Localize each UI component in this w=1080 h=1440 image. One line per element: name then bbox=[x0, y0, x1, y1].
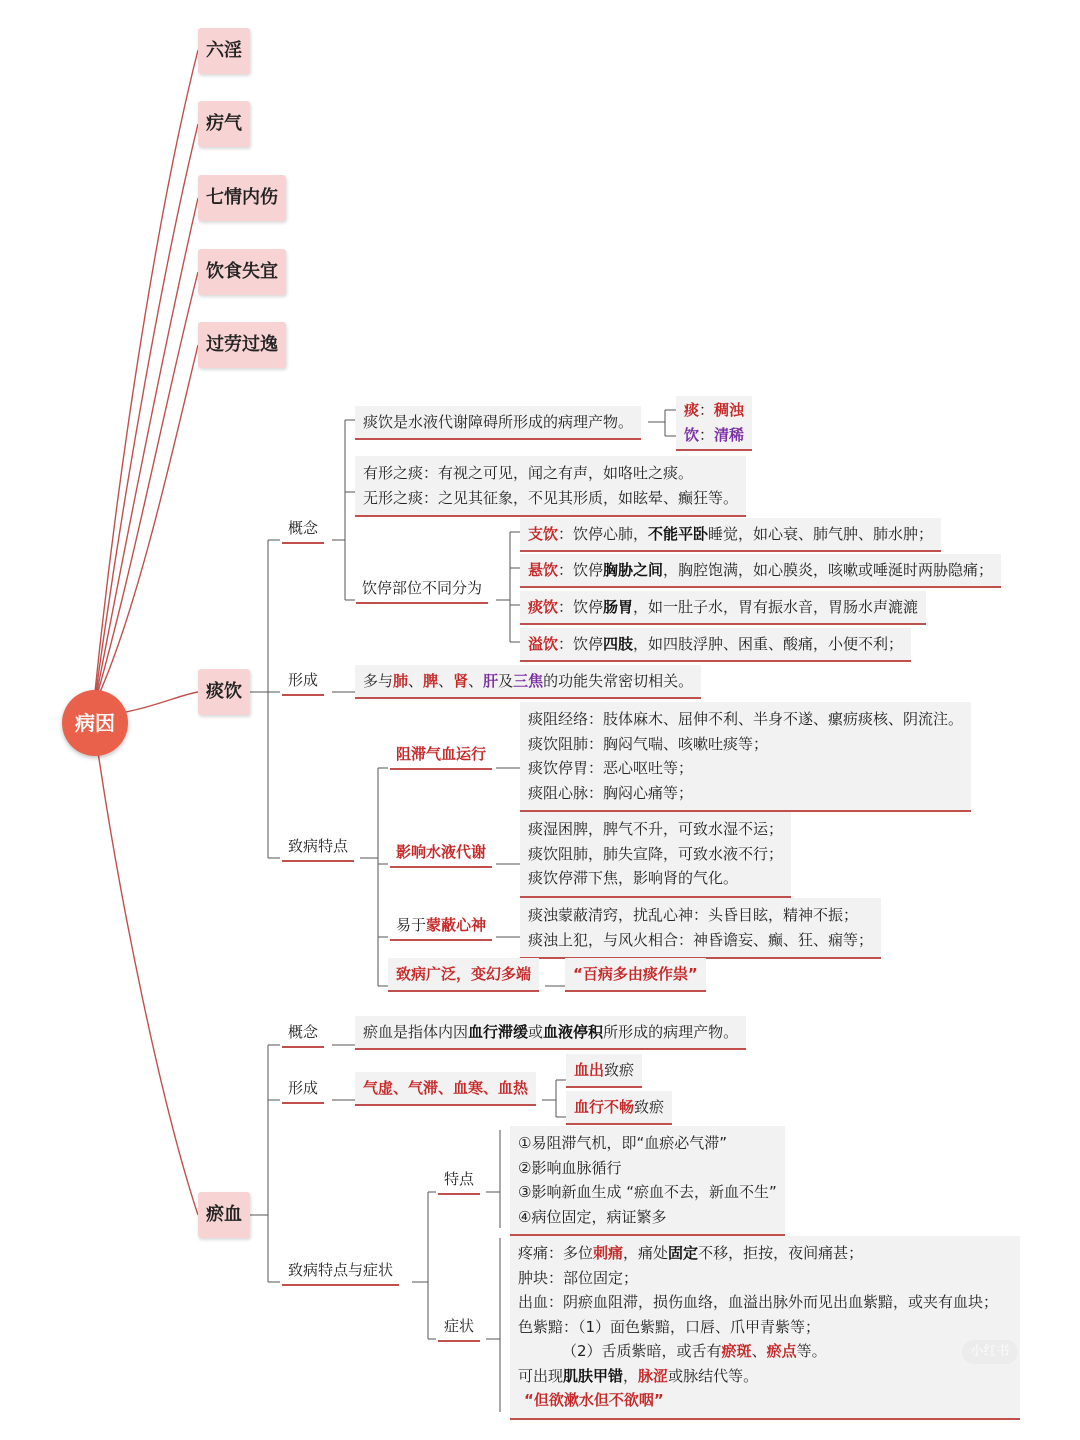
root-node-bingyin: 病因 bbox=[62, 690, 128, 756]
guangfan-label: 致病广泛，变幻多端 bbox=[388, 958, 539, 992]
node-liuyin: 六淫 bbox=[198, 28, 250, 74]
yin-desc: 清稀 bbox=[714, 425, 745, 444]
tanyin-concept-label: 概念 bbox=[282, 514, 324, 544]
yuxue-symptoms-list: 疼痛：多位刺痛，痛处固定不移，拒按，夜间痛甚； 肿块：部位固定； 出血：阴瘀血阻滞，损伤血络，血溢出脉外而见出血紫黯，或夹有血块； 色紫黯：（1）面色紫黯，口唇、爪甲青紫等； （2）舌质紫暗，或舌有瘀斑、瘀点等。 可出现肌肤甲错，脉涩或脉结代等。 “但欲漱水但不欲咽” bbox=[510, 1236, 1020, 1420]
yiyin-name: 溢饮 bbox=[528, 635, 559, 653]
yinting-location-label: 饮停部位不同分为 bbox=[356, 574, 488, 604]
tanyin-pathogenic-label: 致病特点 bbox=[282, 832, 354, 862]
yuxue-concept-label: 概念 bbox=[282, 1018, 324, 1048]
tan-desc: 稠浊 bbox=[714, 401, 745, 419]
tanyin-narrow-item: 痰饮：饮停肠胃，如一肚子水，胃有振水音，胃肠水声漉漉 bbox=[520, 591, 926, 625]
zhiyin-name: 支饮 bbox=[528, 525, 559, 543]
xiaohongshu-watermark: 小红书 bbox=[962, 1340, 1018, 1364]
link-root-qiqing bbox=[97, 198, 198, 692]
yingxiang-shuiye-label: 影响水液代谢 bbox=[390, 838, 492, 868]
yin-label: 饮 bbox=[684, 425, 700, 444]
mengbi-xinshen-label: 易于蒙蔽心神 bbox=[390, 911, 492, 941]
yingxiang-items: 痰湿困脾，脾气不升，可致水湿不运； 痰饮阻肺，肺失宣降，可致水液不行； 痰饮停滞下焦，影响肾的气化。 bbox=[520, 812, 791, 898]
zuzhi-qixue-label: 阻滞气血运行 bbox=[390, 740, 492, 770]
baibing-quote: “百病多由痰作祟” bbox=[565, 958, 706, 992]
node-guolao-guoyi: 过劳过逸 bbox=[198, 322, 286, 368]
yuxue-pathogenic-label: 致病特点与症状 bbox=[282, 1256, 399, 1286]
zuzhi-items: 痰阻经络：肢体麻木、屈伸不利、半身不遂、瘰疬痰核、阴流注。 痰饮阻肺：胸闷气喘、咳嗽吐痰等； 痰饮停胃：恶心呕吐等； 痰阻心脉：胸闷心痛等； bbox=[520, 702, 971, 812]
node-yinshi-shiyi: 饮食失宜 bbox=[198, 249, 286, 295]
tanyin-formation-label: 形成 bbox=[282, 666, 324, 696]
link-root-yuxue bbox=[98, 752, 198, 1215]
xuanyin-name: 悬饮 bbox=[528, 561, 559, 579]
yiyin-item: 溢饮：饮停四肢，如四肢浮肿、困重、酸痛，小便不利； bbox=[520, 628, 911, 662]
node-yuxue: 瘀血 bbox=[198, 1192, 250, 1238]
tanyin-youxing-wuxing bbox=[355, 456, 746, 517]
yuxue-symptoms-label: 症状 bbox=[438, 1312, 480, 1342]
youxing-tan: 有形之痰：有视之可见，闻之有声，如咯吐之痰。 bbox=[363, 464, 694, 482]
tan-label: 痰 bbox=[684, 401, 700, 419]
tanyin-formation-text: 多与肺、脾、肾、肝及三焦的功能失常密切相关。 bbox=[355, 665, 701, 699]
mengbi-items: 痰浊蒙蔽清窍，扰乱心神：头昏目眩，精神不振； 痰浊上犯，与风火相合：神昏谵妄、癫、狂、痫等； bbox=[520, 898, 881, 959]
tanyin-narrow-name: 痰饮 bbox=[528, 598, 559, 616]
yuxue-features-label: 特点 bbox=[438, 1165, 480, 1195]
yuxue-features-list: ①易阻滞气机，即“血瘀必气滞” ②影响血脉循行 ③影响新血生成 “瘀血不去，新血不生” ④病位固定，病证繁多 bbox=[510, 1126, 785, 1236]
zhiyin-item: 支饮：饮停心肺，不能平卧睡觉，如心衰、肺气肿、肺水肿； bbox=[520, 518, 941, 552]
xuanyin-item: 悬饮：饮停胸胁之间，胸腔饱满，如心膜炎，咳嗽或唾涎时两胁隐痛； bbox=[520, 554, 1001, 588]
node-liqi: 疠气 bbox=[198, 101, 250, 147]
xuechu-zhiyu: 血出致瘀 bbox=[566, 1054, 642, 1088]
tan-yin-difference: 痰：稠浊 饮：清稀 bbox=[676, 396, 752, 451]
node-qiqing-neishang: 七情内伤 bbox=[198, 175, 286, 221]
yuxue-definition: 瘀血是指体内因血行滞缓或血液停积所形成的病理产物。 bbox=[355, 1016, 746, 1050]
yuxue-formation-label: 形成 bbox=[282, 1074, 324, 1104]
yuxue-formation-causes: 气虚、气滞、血寒、血热 bbox=[355, 1072, 536, 1106]
link-root-yinshi bbox=[98, 272, 198, 692]
node-tanyin: 痰饮 bbox=[198, 669, 250, 715]
tanyin-definition: 痰饮是水液代谢障碍所形成的病理产物。 bbox=[355, 406, 641, 440]
link-root-tanyin bbox=[126, 692, 198, 712]
xuexing-buchang-zhiyu: 血行不畅致瘀 bbox=[566, 1091, 672, 1125]
wuxing-tan: 无形之痰：之见其征象，不见其形质，如眩晕、癫狂等。 bbox=[363, 488, 739, 507]
